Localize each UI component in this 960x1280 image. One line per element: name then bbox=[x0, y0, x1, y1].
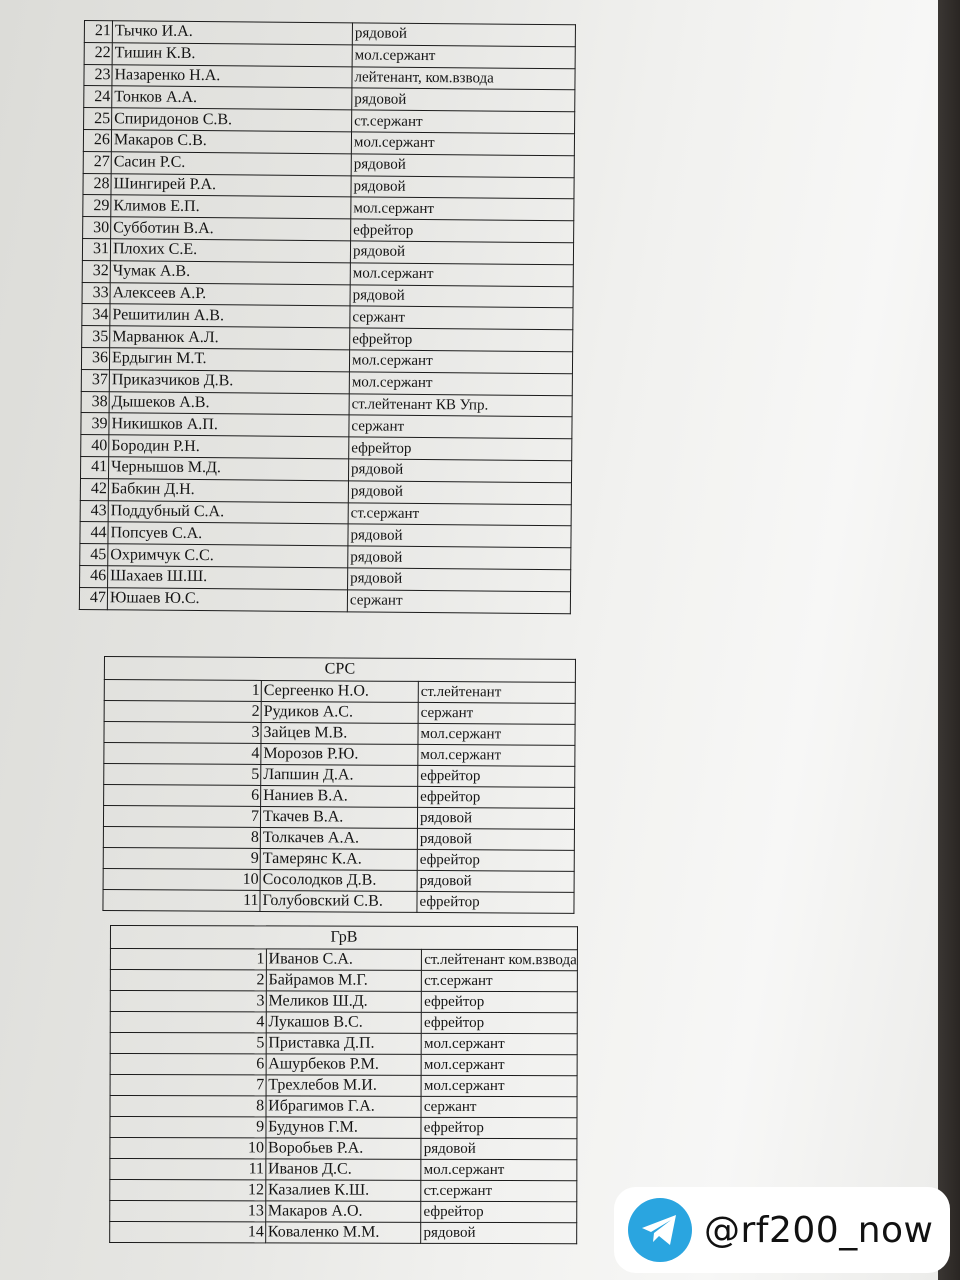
section-title-srs: СРС bbox=[104, 657, 575, 683]
person-rank: рядовой bbox=[348, 524, 571, 548]
person-name: Назаренко Н.А. bbox=[112, 64, 352, 88]
table-row bbox=[110, 1201, 577, 1223]
person-rank: рядовой bbox=[352, 23, 575, 47]
person-rank: рядовой bbox=[417, 807, 574, 829]
person-name: Воробьев Р.А. bbox=[266, 1138, 422, 1159]
section-title-grv: ГрВ bbox=[110, 926, 577, 950]
row-number: 14 bbox=[110, 1222, 266, 1243]
row-number: 32 bbox=[82, 260, 110, 282]
table-row bbox=[104, 764, 575, 788]
person-rank: рядовой bbox=[352, 88, 575, 112]
row-number: 27 bbox=[83, 151, 111, 173]
person-name: Алексеев А.Р. bbox=[110, 282, 350, 306]
row-number: 8 bbox=[103, 826, 260, 848]
row-number: 30 bbox=[83, 217, 111, 239]
table-row bbox=[110, 1054, 577, 1076]
person-name: Трехлебов М.И. bbox=[266, 1075, 422, 1096]
person-rank: рядовой bbox=[348, 481, 571, 505]
person-name: Плохих С.Е. bbox=[110, 239, 350, 263]
row-number: 5 bbox=[104, 764, 261, 786]
table-row bbox=[103, 868, 574, 892]
person-name: Никишков А.П. bbox=[109, 413, 349, 437]
table-row bbox=[103, 826, 574, 850]
row-number: 13 bbox=[110, 1201, 266, 1222]
row-number: 2 bbox=[104, 701, 261, 723]
table-row bbox=[110, 949, 577, 971]
telegram-icon bbox=[628, 1198, 692, 1262]
row-number: 1 bbox=[104, 680, 261, 702]
person-name: Спиридонов С.В. bbox=[112, 108, 352, 132]
row-number: 11 bbox=[110, 1159, 266, 1180]
person-name: Макаров С.В. bbox=[111, 130, 351, 154]
person-name: Ердыгин М.Т. bbox=[109, 348, 349, 372]
person-rank: рядовой bbox=[348, 568, 571, 592]
person-name: Чернышов М.Д. bbox=[109, 457, 349, 481]
table-row bbox=[103, 847, 574, 871]
person-name: Попсуев С.А. bbox=[108, 522, 348, 546]
person-name: Ткачев В.А. bbox=[260, 806, 417, 828]
row-number: 25 bbox=[84, 108, 112, 130]
person-rank: мол.сержант bbox=[418, 744, 575, 766]
row-number: 3 bbox=[104, 722, 261, 744]
person-rank: ефрейтор bbox=[350, 328, 573, 352]
person-name: Тычко И.А. bbox=[112, 21, 352, 45]
person-rank: ст.лейтенант КВ Упр. bbox=[349, 393, 572, 417]
person-name: Сергеенко Н.О. bbox=[261, 680, 418, 702]
row-number: 24 bbox=[84, 86, 112, 108]
row-number: 34 bbox=[82, 304, 110, 326]
person-rank: сержант bbox=[347, 590, 570, 614]
table-row bbox=[110, 1075, 577, 1097]
person-rank: мол.сержант bbox=[421, 1054, 577, 1075]
row-number: 21 bbox=[84, 21, 112, 43]
person-rank: ст.сержант bbox=[348, 502, 571, 526]
person-rank: ст.лейтенант ком.взвода bbox=[422, 949, 578, 970]
row-number: 11 bbox=[103, 889, 260, 911]
row-number: 8 bbox=[110, 1096, 266, 1117]
row-number: 33 bbox=[82, 282, 110, 304]
person-name: Охримчук С.С. bbox=[108, 544, 348, 568]
row-number: 36 bbox=[81, 347, 109, 369]
person-rank: ст.сержант bbox=[352, 110, 575, 134]
row-number: 47 bbox=[79, 587, 107, 609]
person-name: Толкачев А.А. bbox=[260, 827, 417, 849]
person-name: Сасин Р.С. bbox=[111, 152, 351, 176]
row-number: 42 bbox=[80, 478, 108, 500]
roster-table-main-body bbox=[79, 21, 575, 614]
person-name: Морозов Р.Ю. bbox=[261, 743, 418, 765]
person-rank: мол.сержант bbox=[350, 263, 573, 287]
person-name: Тамерянс К.А. bbox=[260, 848, 417, 870]
row-number: 2 bbox=[110, 970, 266, 991]
person-rank: рядовой bbox=[348, 546, 571, 570]
person-name: Бородин Р.Н. bbox=[109, 435, 349, 459]
roster-table-srs bbox=[102, 656, 576, 914]
person-rank: ефрейтор bbox=[417, 891, 574, 913]
person-rank: рядовой bbox=[421, 1138, 577, 1159]
person-name: Иванов Д.С. bbox=[265, 1159, 421, 1180]
roster-table-grv-body bbox=[110, 926, 578, 1244]
person-name: Решитилин А.В. bbox=[110, 304, 350, 328]
roster-table-main bbox=[79, 20, 576, 614]
row-number: 43 bbox=[80, 500, 108, 522]
person-rank: ефрейтор bbox=[349, 437, 572, 461]
row-number: 41 bbox=[81, 456, 109, 478]
person-name: Ибрагимов Г.А. bbox=[266, 1096, 422, 1117]
person-name: Лукашов В.С. bbox=[266, 1012, 422, 1033]
person-name: Дышеков А.В. bbox=[109, 391, 349, 415]
row-number: 23 bbox=[84, 64, 112, 86]
row-number: 26 bbox=[83, 129, 111, 151]
person-rank: ефрейтор bbox=[418, 765, 575, 787]
person-name: Приказчиков Д.В. bbox=[109, 369, 349, 393]
table-row bbox=[110, 1033, 577, 1055]
row-number: 6 bbox=[110, 1054, 266, 1075]
row-number: 10 bbox=[110, 1138, 266, 1159]
person-name: Меликов Ш.Д. bbox=[266, 991, 422, 1012]
person-rank: ефрейтор bbox=[422, 991, 578, 1012]
row-number: 35 bbox=[82, 326, 110, 348]
row-number: 4 bbox=[104, 743, 261, 765]
person-rank: мол.сержант bbox=[351, 132, 574, 156]
person-rank: сержант bbox=[349, 415, 572, 439]
person-name: Голубовский С.В. bbox=[260, 890, 417, 912]
person-name: Климов Е.П. bbox=[111, 195, 351, 219]
person-rank: ефрейтор bbox=[421, 1117, 577, 1138]
table-row bbox=[79, 587, 570, 613]
table-row bbox=[104, 701, 575, 725]
table-row bbox=[110, 1096, 577, 1118]
person-rank: мол.сержант bbox=[352, 45, 575, 69]
person-rank: рядовой bbox=[350, 241, 573, 265]
person-rank: ефрейтор bbox=[417, 849, 574, 871]
row-number: 38 bbox=[81, 391, 109, 413]
person-name: Марванюк А.Л. bbox=[110, 326, 350, 350]
row-number: 4 bbox=[110, 1012, 266, 1033]
person-rank: сержант bbox=[421, 1096, 577, 1117]
row-number: 10 bbox=[103, 868, 260, 890]
person-name: Тонков А.А. bbox=[112, 86, 352, 110]
person-rank: мол.сержант bbox=[421, 1075, 577, 1096]
table-surface bbox=[938, 0, 960, 1280]
person-name: Будунов Г.М. bbox=[266, 1117, 422, 1138]
person-name: Рудиков А.С. bbox=[261, 701, 418, 723]
person-rank: рядовой bbox=[350, 284, 573, 308]
row-number: 9 bbox=[103, 847, 260, 869]
row-number: 1 bbox=[110, 949, 266, 970]
person-name: Ашурбеков Р.М. bbox=[266, 1054, 422, 1075]
person-rank: мол.сержант bbox=[349, 350, 572, 374]
row-number: 45 bbox=[80, 544, 108, 566]
table-row bbox=[103, 806, 574, 830]
table-row bbox=[104, 785, 575, 809]
section-header-row bbox=[104, 657, 575, 683]
row-number: 6 bbox=[104, 785, 261, 807]
row-number: 5 bbox=[110, 1033, 266, 1054]
person-name: Шингирей Р.А. bbox=[111, 173, 351, 197]
row-number: 39 bbox=[81, 413, 109, 435]
table-row bbox=[110, 1180, 577, 1202]
person-rank: рядовой bbox=[351, 175, 574, 199]
person-rank: рядовой bbox=[421, 1222, 577, 1243]
row-number: 3 bbox=[110, 991, 266, 1012]
person-name: Иванов С.А. bbox=[266, 949, 422, 970]
row-number: 46 bbox=[80, 565, 108, 587]
row-number: 7 bbox=[110, 1075, 266, 1096]
row-number: 12 bbox=[110, 1180, 266, 1201]
table-row bbox=[110, 1222, 577, 1244]
person-name: Бабкин Д.Н. bbox=[108, 478, 348, 502]
person-rank: ефрейтор bbox=[422, 1012, 578, 1033]
person-name: Поддубный С.А. bbox=[108, 500, 348, 524]
row-number: 37 bbox=[81, 369, 109, 391]
person-rank: ст.лейтенант bbox=[418, 681, 575, 703]
row-number: 29 bbox=[83, 195, 111, 217]
person-name: Субботин В.А. bbox=[111, 217, 351, 241]
person-rank: рядовой bbox=[417, 870, 574, 892]
person-rank: ефрейтор bbox=[421, 1201, 577, 1222]
person-rank: рядовой bbox=[348, 459, 571, 483]
person-name: Сосолодков Д.В. bbox=[260, 869, 417, 891]
roster-table-grv bbox=[109, 925, 578, 1244]
person-rank: мол.сержант bbox=[349, 372, 572, 396]
person-name: Юшаев Ю.С. bbox=[107, 587, 347, 611]
person-name: Казалиев К.Ш. bbox=[265, 1180, 421, 1201]
person-name: Коваленко М.М. bbox=[265, 1222, 421, 1243]
person-name: Наниев В.А. bbox=[261, 785, 418, 807]
person-rank: рядовой bbox=[417, 828, 574, 850]
person-rank: мол.сержант bbox=[421, 1159, 577, 1180]
row-number: 44 bbox=[80, 522, 108, 544]
person-rank: лейтенант, ком.взвода bbox=[352, 66, 575, 90]
person-rank: ст.сержант bbox=[421, 1180, 577, 1201]
person-name: Чумак А.В. bbox=[110, 261, 350, 285]
row-number: 7 bbox=[103, 806, 260, 828]
person-name: Шахаев Ш.Ш. bbox=[108, 566, 348, 590]
table-row bbox=[110, 970, 577, 992]
person-rank: рядовой bbox=[351, 154, 574, 178]
person-rank: сержант bbox=[418, 702, 575, 724]
table-row bbox=[104, 722, 575, 746]
person-name: Приставка Д.П. bbox=[266, 1033, 422, 1054]
table-row bbox=[103, 889, 574, 913]
person-name: Байрамов М.Г. bbox=[266, 970, 422, 991]
person-name: Тишин К.В. bbox=[112, 43, 352, 67]
person-rank: мол.сержант bbox=[421, 1033, 577, 1054]
person-name: Макаров А.О. bbox=[265, 1201, 421, 1222]
person-rank: ефрейтор bbox=[418, 786, 575, 808]
table-row bbox=[110, 1117, 577, 1139]
channel-handle: @rf200_now bbox=[704, 1209, 934, 1251]
person-rank: мол.сержант bbox=[351, 197, 574, 221]
row-number: 9 bbox=[110, 1117, 266, 1138]
table-row bbox=[104, 680, 575, 704]
table-row bbox=[110, 1138, 577, 1160]
roster-table-srs-body bbox=[103, 657, 576, 914]
table-row bbox=[110, 991, 577, 1013]
section-header-row bbox=[110, 926, 577, 950]
person-rank: сержант bbox=[350, 306, 573, 330]
person-name: Зайцев М.В. bbox=[261, 722, 418, 744]
table-row bbox=[104, 743, 575, 767]
telegram-watermark bbox=[614, 1187, 950, 1273]
person-rank: ефрейтор bbox=[351, 219, 574, 243]
row-number: 22 bbox=[84, 42, 112, 64]
row-number: 31 bbox=[82, 238, 110, 260]
person-name: Лапшин Д.А. bbox=[261, 764, 418, 786]
table-row bbox=[110, 1159, 577, 1181]
person-rank: ст.сержант bbox=[422, 970, 578, 991]
table-row bbox=[110, 1012, 577, 1034]
person-rank: мол.сержант bbox=[418, 723, 575, 745]
row-number: 28 bbox=[83, 173, 111, 195]
row-number: 40 bbox=[81, 435, 109, 457]
